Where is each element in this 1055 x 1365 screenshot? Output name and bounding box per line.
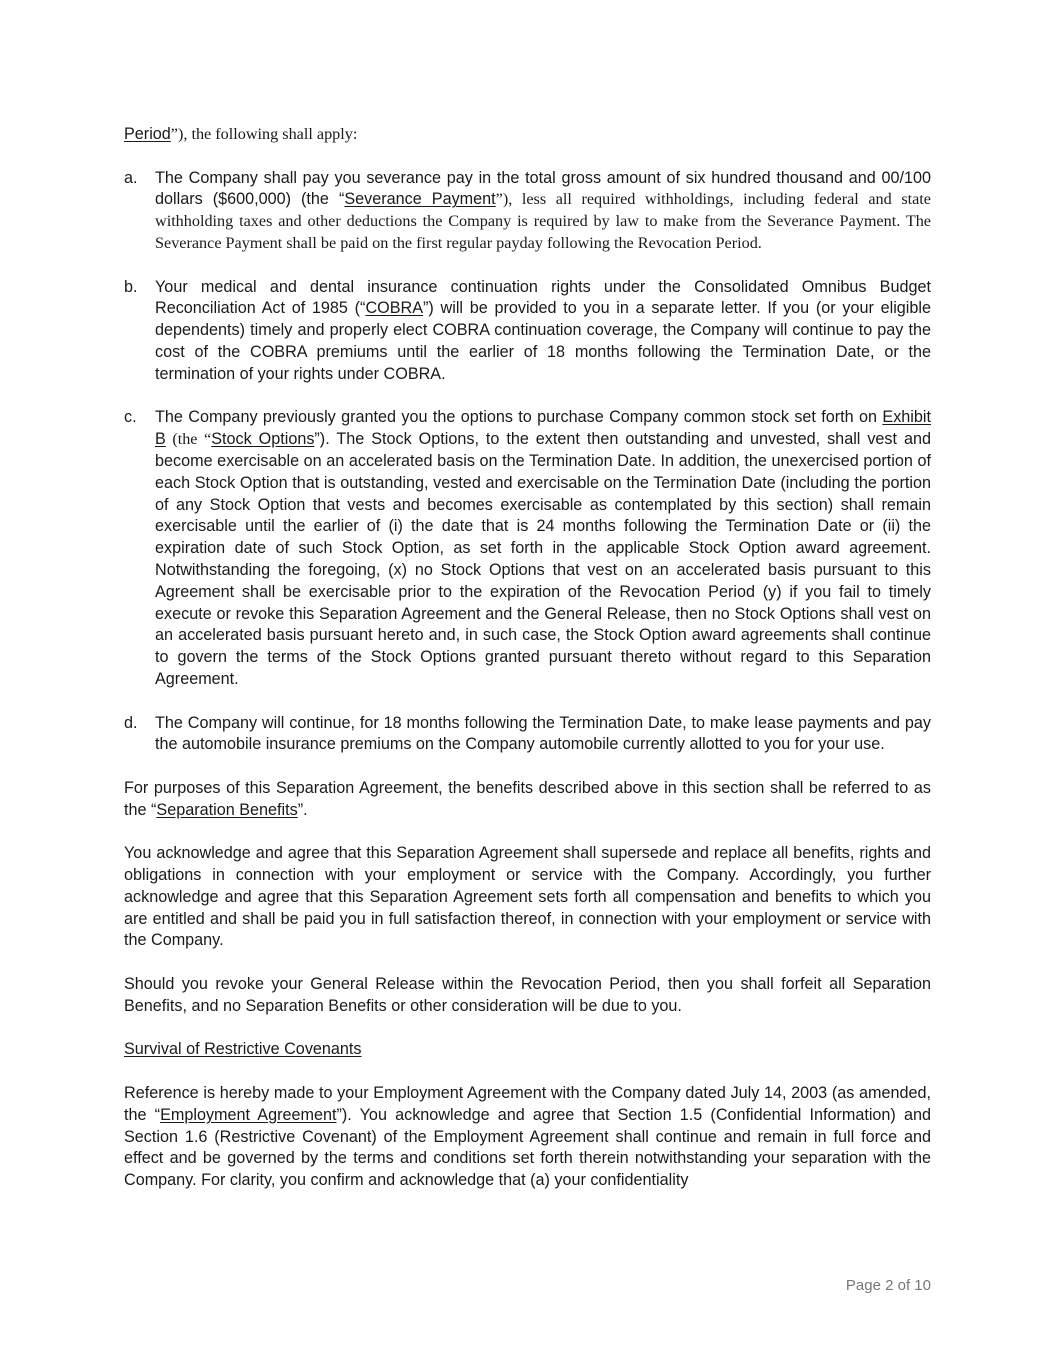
defined-term-period: Period xyxy=(124,125,171,143)
list-item-body: The Company previously granted you the options to purchase Company common stock set forth on Exhibit B (the “Stock Options”). The Stock Options, to the extent then outstanding and unvested, shall vest and become exercisable on an accelerated basis on the Termination Date. In addition, the unexercised portion of each Stock Option that is outstanding, vested and exercisable on the Termination Date (including the portion of any Stock Option that vests and becomes exercisable as contemplated by this section) shall remain exercisable until the earlier of (i) the date that is 24 months following the Termination Date or (ii) the expiration date of such Stock Option, as set forth in the applicable Stock Option award agreement. Notwithstanding the foregoing, (x) no Stock Options that vest on an accelerated basis pursuant to this Agreement shall be exercisable prior to the expiration of the Revocation Period (y) if you fail to timely execute or revoke this Separation Agreement and the General Release, then no Stock Options shall vest on an accelerated basis pursuant hereto and, in such case, the Stock Option award agreements shall continue to govern the terms of the Stock Options granted pursuant thereto without regard to this Separation Agreement. xyxy=(155,408,931,688)
acknowledgement-paragraph: You acknowledge and agree that this Separation Agreement shall supersede and replace all benefits, rights and obligations in connection with your employment or service with the Company. Accordingly, you further acknowledge and agree that this Separation Agreement sets forth all compensation and benefits to which you are entitled and shall be paid you in full satisfaction thereof, in connection with your employment or service with the Company. xyxy=(124,844,931,950)
list-item-d xyxy=(124,713,931,757)
defined-term-cobra: COBRA xyxy=(365,299,424,318)
document-page xyxy=(124,124,931,1214)
defined-term-separation-benefits: Separation Benefits xyxy=(156,800,298,819)
list-label: b. xyxy=(124,277,138,296)
list-item-body: The Company shall pay you severance pay in the total gross amount of six hundred thousand and 00/100 dollars ($600,000) (the “Severance Payment”), less all required withholdings, including federal and state withholding taxes and other deductions the Company is required by law to make from the Severance Payment. The Severance Payment shall be paid on the first regular payday following the Revocation Period. xyxy=(155,168,931,252)
section-heading: Survival of Restrictive Covenants xyxy=(124,1040,362,1059)
list-item-c xyxy=(124,407,931,690)
page-number: Page 2 of 10 xyxy=(845,1277,931,1294)
lead-text: ”), the following shall apply: xyxy=(170,125,358,143)
defined-term-employment-agreement: Employment Agreement xyxy=(160,1105,337,1124)
reference-paragraph: Reference is hereby made to your Employment Agreement with the Company dated July 14, 2003 (as amended, the “Employment Agreement”). You acknowledge and agree that Section 1.5 (Confidential Information) and Section 1.6 (Restrictive Covenant) of the Employment Agreement shall continue and remain in full force and effect and be governed by the terms and conditions set forth therein notwithstanding your separation with the Company. For clarity, you confirm and acknowledge that (a) your confidentiality xyxy=(124,1084,931,1190)
list-item-b xyxy=(124,277,931,386)
list-item-body: The Company will continue, for 18 months following the Termination Date, to make lease payments and pay the automobile insurance premiums on the Company automobile currently allotted to you for your use. xyxy=(155,713,931,754)
lead-line xyxy=(124,124,931,146)
defined-term-stock-options: Stock Options xyxy=(211,430,315,449)
list-item-body: Your medical and dental insurance continuation rights under the Consolidated Omnibus Budget Reconciliation Act of 1985 (“COBRA”) will be provided to you in a separate letter. If you (or your eligible dependents) timely and properly elect COBRA continuation coverage, the Company will continue to pay the cost of the COBRA premiums until the earlier of 18 months following the Termination Date, or the termination of your rights under COBRA. xyxy=(155,277,932,383)
list-label: d. xyxy=(124,713,138,732)
list-label: a. xyxy=(124,168,138,187)
list-label: c. xyxy=(124,408,137,427)
list-item-a xyxy=(124,168,931,255)
defined-term-severance-payment: Severance Payment xyxy=(344,190,496,209)
defined-term-exhibit-b: Exhibit B xyxy=(155,408,931,449)
revocation-paragraph: Should you revoke your General Release within the Revocation Period, then you shall forfeit all Separation Benefits, and no Separation Benefits or other consideration will be due to you. xyxy=(124,975,931,1015)
separation-benefits-paragraph: For purposes of this Separation Agreement, the benefits described above in this section shall be referred to as the “Separation Benefits”. xyxy=(124,778,931,819)
